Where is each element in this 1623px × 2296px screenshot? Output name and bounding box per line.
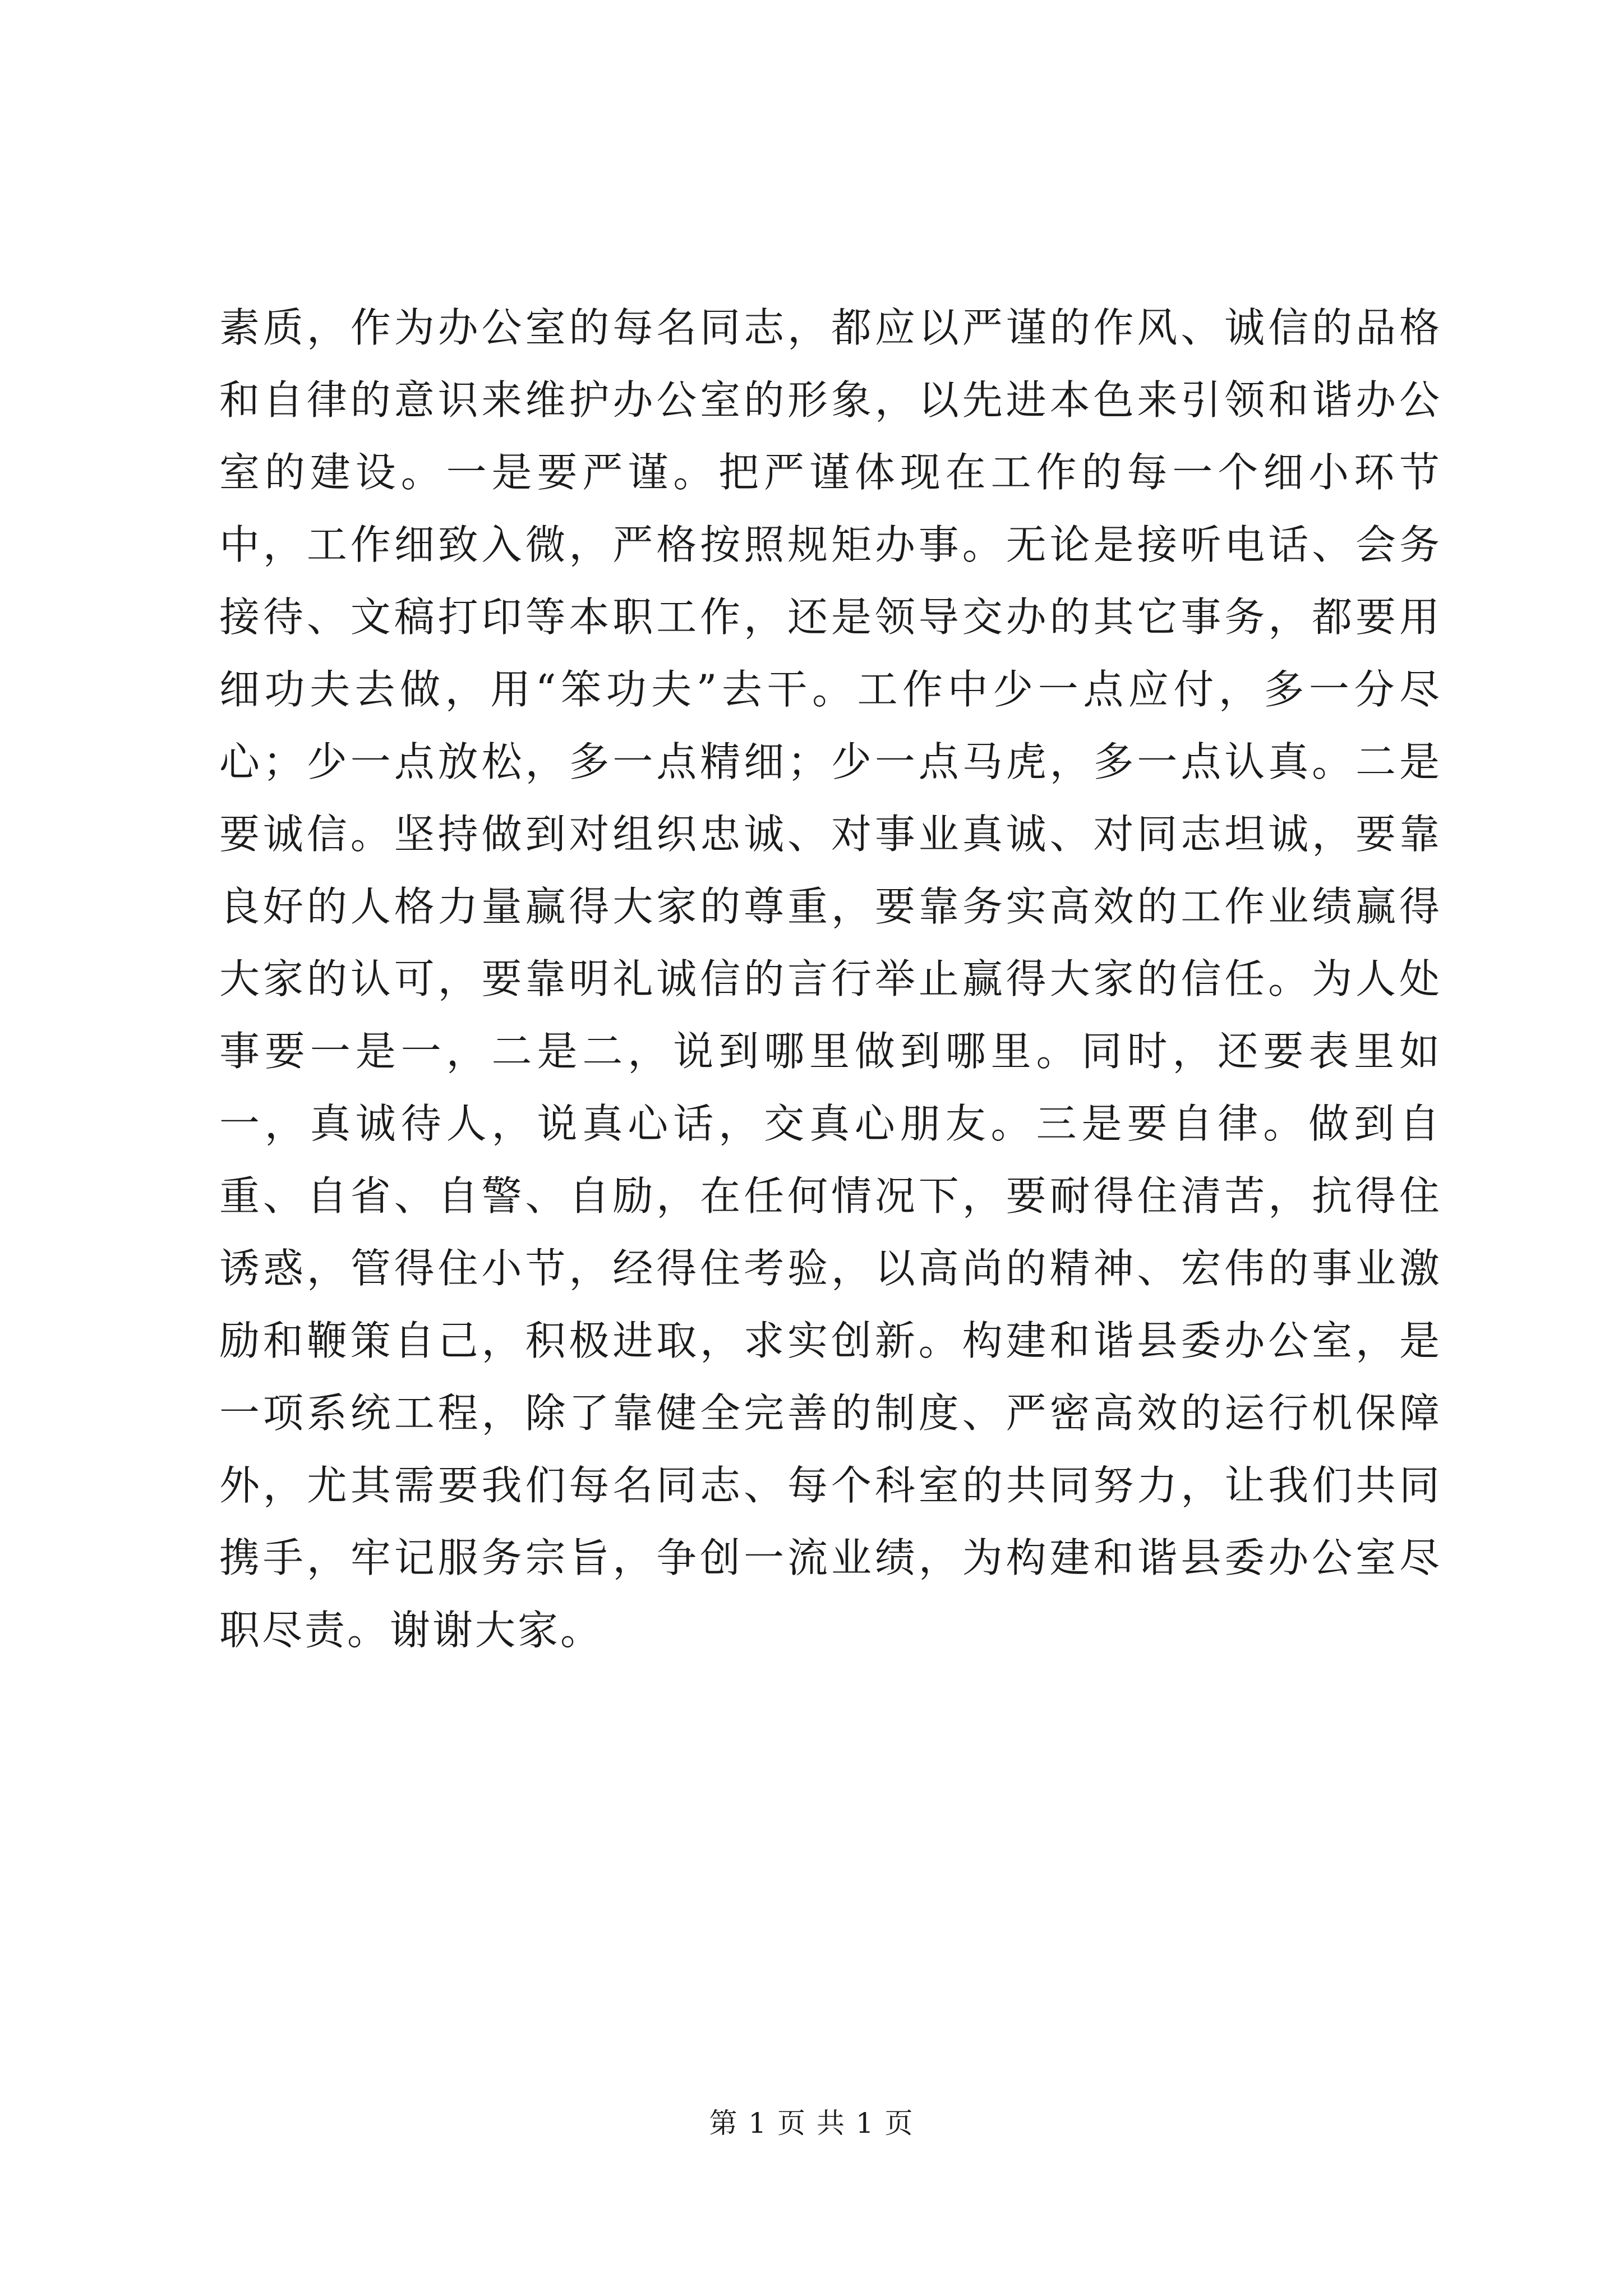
body-paragraph: 素质，作为办公室的每名同志，都应以严谨的作风、诚信的品格和自律的意识来维护办公室的形象，以先进本色来引领和谐办公室的建设。一是要严谨。把严谨体现在工作的每一个细小环节中，工作细致入微，严格按照规矩办事。无论是接听电话、会务接待、文稿打印等本职工作，还是领导交办的其它事务，都要用细功夫去做，用“笨功夫”去干。工作中少一点应付，多一分尽心；少一点放松，多一点精细；少一点马虎，多一点认真。二是要诚信。坚持做到对组织忠诚、对事业真诚、对同志坦诚，要靠良好的人格力量赢得大家的尊重，要靠务实高效的工作业绩赢得大家的认可，要靠明礼诚信的言行举止赢得大家的信任。为人处事要一是一，二是二，说到哪里做到哪里。同时，还要表里如一，真诚待人，说真心话，交真心朋友。三是要自律。做到自重、自省、自警、自励，在任何情况下，要耐得住清苦，抗得住诱惑，管得住小节，经得住考验，以高尚的精神、宏伟的事业激励和鞭策自己，积极进取，求实创新。构建和谐县委办公室，是一项系统工程，除了靠健全完善的制度、严密高效的运行机保障外，尤其需要我们每名同志、每个科室的共同努力，让我们共同携手，牢记服务宗旨，争创一流业绩，为构建和谐县委办公室尽职尽责。谢谢大家。 — [219, 304, 1442, 1654]
page-footer: 第 1 页 共 1 页 — [709, 2107, 914, 2139]
